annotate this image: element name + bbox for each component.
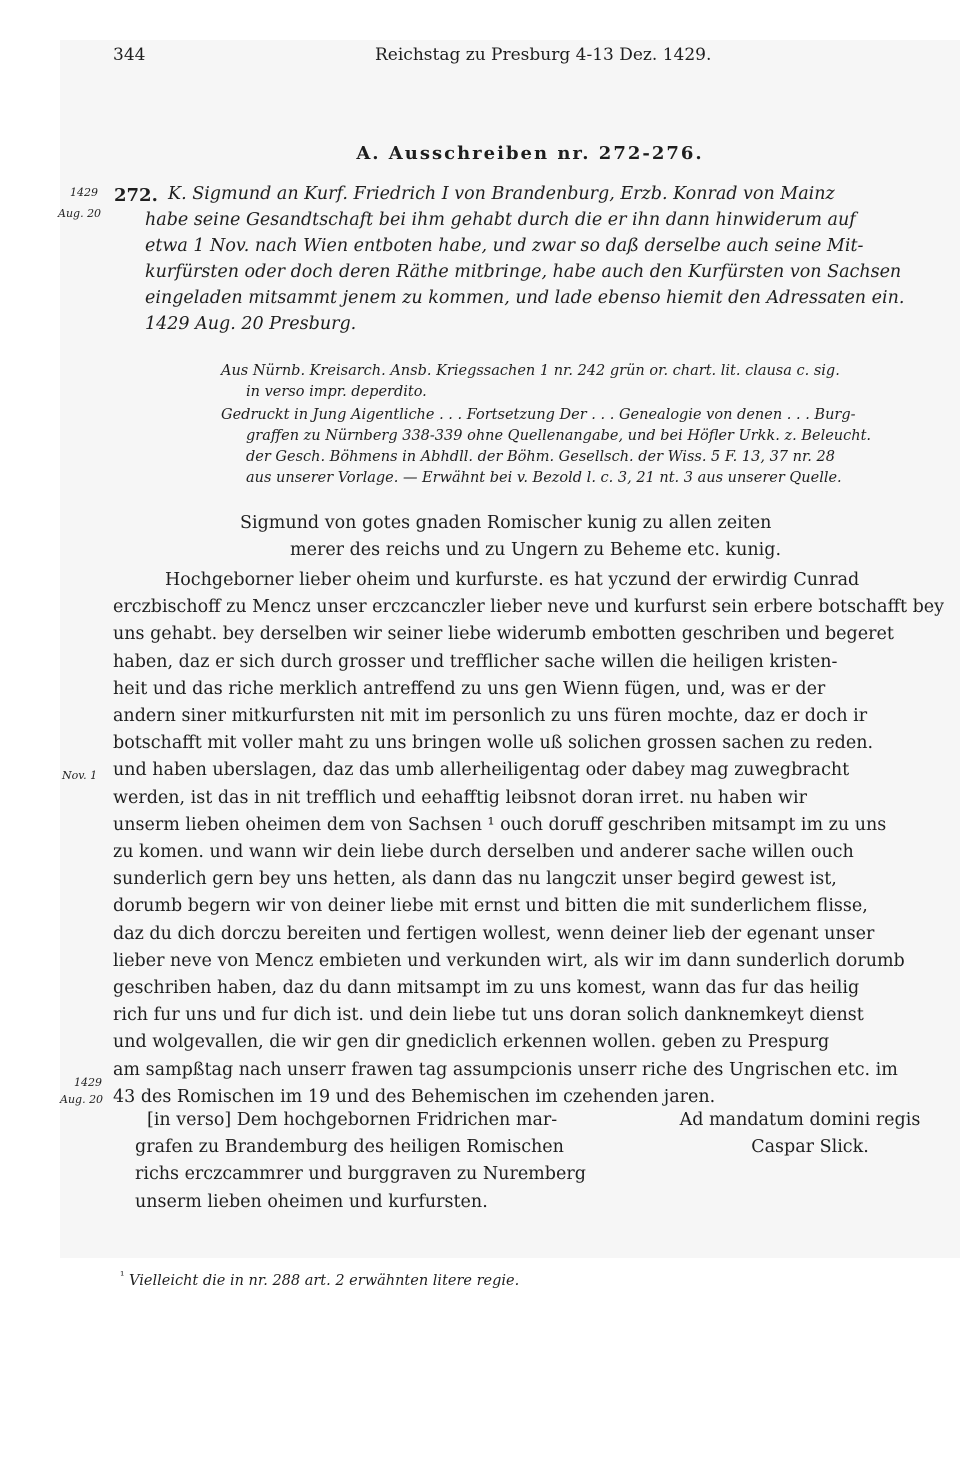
- body-line: botschafft mit voller maht zu uns bringen wolle uß solichen grossen sachen zu reden.: [113, 733, 874, 754]
- intitulatio-line: merer des reichs und zu Ungern zu Beheme etc. kunig.: [290, 540, 782, 560]
- margin-note-nov: Nov. 1: [62, 769, 98, 782]
- document-number: 272.: [114, 185, 158, 206]
- body-line: lieber neve von Mencz embieten und verkunden wirt, als wir im dann sunderlich dorumb: [113, 950, 905, 971]
- address-line: grafen zu Brandemburg des heiligen Romischen: [135, 1137, 564, 1158]
- section-title: A. Ausschreiben nr. 272-276.: [356, 143, 704, 164]
- body-line: 43 des Romischen im 19 und des Behemischen im czehenden jaren.: [113, 1086, 716, 1107]
- source-note-line: Gedruckt in Jung Aigentliche . . . Fortsetzung Der . . . Genealogie von denen . . . Burg-: [221, 407, 856, 423]
- body-line: geschriben haben, daz du dann mitsampt im zu uns komest, wann das fur das heilig: [113, 978, 860, 998]
- body-line: sunderlich gern bey uns hetten, als dann das nu langczit unser begird gewest ist,: [113, 869, 837, 890]
- source-note-line: Aus Nürnb. Kreisarch. Ansb. Kriegssachen 1 nr. 242 grün or. chart. lit. clausa c. sig.: [221, 363, 840, 379]
- signature-line: Caspar Slick.: [751, 1137, 869, 1157]
- body-line: unserm lieben oheimen dem von Sachsen ¹ ouch doruff geschriben mitsampt im zu uns: [113, 814, 887, 835]
- summary-line: etwa 1 Nov. nach Wien entboten habe, und zwar so daß derselbe auch seine Mit-: [145, 236, 864, 256]
- source-note-line: der Gesch. Böhmens in Abhdll. der Böhm. Gesellsch. der Wiss. 5 F. 13, 37 nr. 28: [246, 449, 835, 465]
- footnote-marker: ¹: [120, 1269, 125, 1282]
- address-line: richs erczcammrer und burggraven zu Nuremberg: [135, 1164, 586, 1185]
- body-line: und haben uberslagen, daz das umb allerheiligentag oder dabey mag zuwegbracht: [113, 760, 850, 781]
- summary-line: 1429 Aug. 20 Presburg.: [145, 314, 357, 334]
- address-line: unserm lieben oheimen und kurfursten.: [135, 1191, 488, 1212]
- body-line: Hochgeborner lieber oheim und kurfurste. es hat yczund der erwirdig Cunrad: [165, 570, 860, 590]
- summary-line: eingeladen mitsammt jenem zu kommen, und lade ebenso hiemit den Adressaten ein.: [145, 288, 905, 308]
- footnote-text: Vielleicht die in nr. 288 art. 2 erwähnten litere regie.: [129, 1272, 520, 1289]
- source-note-line: aus unserer Vorlage. — Erwähnt bei v. Bezold l. c. 3, 21 nt. 3 aus unserer Quelle.: [246, 470, 842, 486]
- body-line: und wolgevallen, die wir gen dir gnediclich erkennen wollen. geben zu Prespurg: [113, 1032, 830, 1053]
- margin-date-day: Aug. 20: [58, 207, 102, 220]
- summary-line: kurfürsten oder doch deren Räthe mitbringe, habe auch den Kurfürsten von Sachsen: [145, 262, 902, 282]
- body-line: zu komen. und wann wir dein liebe durch derselben und anderer sache willen ouch: [113, 842, 854, 862]
- page-number: 344: [113, 45, 146, 65]
- body-line: am sampßtag nach unserr frawen tag assumpcionis unserr riche des Ungrischen etc. im: [113, 1059, 898, 1080]
- body-line: haben, daz er sich durch grosser und trefflicher sache willen die heiligen kristen-: [113, 651, 838, 672]
- margin-date2-day: Aug. 20: [60, 1093, 104, 1106]
- running-title: Reichstag zu Presburg 4-13 Dez. 1429.: [375, 45, 712, 65]
- body-line: erczbischoff zu Mencz unser erczcanczler lieber neve und kurfurst sein erbere botschafft bey: [113, 597, 945, 618]
- margin-date-year: 1429: [70, 186, 98, 199]
- signature-line: Ad mandatum domini regis: [679, 1110, 921, 1130]
- intitulatio-line: Sigmund von gotes gnaden Romischer kunig zu allen zeiten: [240, 513, 772, 533]
- source-note-line: in verso impr. deperdito.: [246, 384, 427, 400]
- footnote: [120, 1269, 519, 1289]
- summary-line: K. Sigmund an Kurf. Friedrich I von Brandenburg, Erzb. Konrad von Mainz: [168, 184, 835, 204]
- address-line: [in verso] Dem hochgebornen Fridrichen mar-: [147, 1110, 558, 1130]
- body-line: uns gehabt. bey derselben wir seiner liebe widerumb embotten geschriben und begeret: [113, 624, 894, 645]
- body-line: heit und das riche merklich antreffend zu uns gen Wienn fügen, und, was er der: [113, 678, 826, 699]
- body-line: rich fur uns und fur dich ist. und dein liebe tut uns doran solich danknemkeyt dienst: [113, 1005, 864, 1026]
- body-line: andern siner mitkurfursten nit mit im personlich zu uns füren mochte, daz er doch ir: [113, 706, 868, 726]
- body-line: daz du dich dorczu bereiten und fertigen wollest, wenn deiner lieb der egenant unser: [113, 923, 875, 944]
- body-line: werden, ist das in nit trefflich und eehafftig leibsnot doran irret. nu haben wir: [113, 787, 807, 808]
- summary-line: habe seine Gesandtschaft bei ihm gehabt durch die er ihn dann hinwiderum auf: [145, 210, 856, 230]
- source-note-line: graffen zu Nürnberg 338-339 ohne Quellenangabe, und bei Höfler Urkk. z. Beleucht.: [246, 428, 872, 444]
- body-line: dorumb begern wir von deiner liebe mit ernst und bitten die mit sunderlichem flisse,: [113, 896, 868, 917]
- margin-date2-year: 1429: [74, 1076, 102, 1089]
